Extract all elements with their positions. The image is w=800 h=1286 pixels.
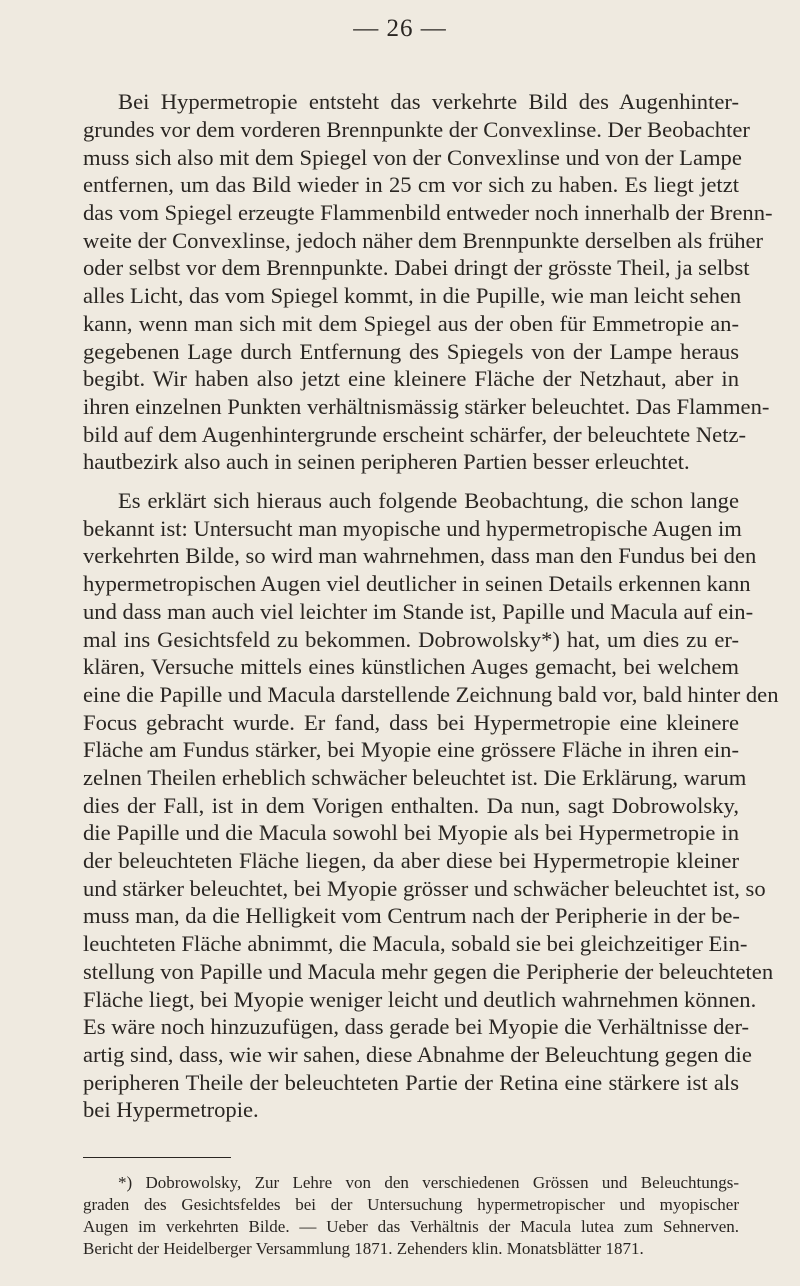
text-line: Es erklärt sich hieraus auch folgende Beobachtung, die schon lange — [118, 488, 739, 513]
footnote-divider — [83, 1157, 231, 1158]
text-line: gegebenen Lage durch Entfernung des Spiegels von der Lampe heraus — [83, 339, 739, 364]
text-line: leuchteten Fläche abnimmt, die Macula, sobald sie bei gleichzeitiger Ein- — [83, 931, 748, 956]
text-line: ihren einzelnen Punkten verhältnismässig stärker beleuchtet. Das Flammen- — [83, 394, 770, 419]
text-line: grundes vor dem vorderen Brennpunkte der Convexlinse. Der Beobachter — [83, 117, 750, 142]
text-line: Focus gebracht wurde. Er fand, dass bei Hypermetropie eine kleinere — [83, 710, 739, 735]
text-line: kann, wenn man sich mit dem Spiegel aus der oben für Emmetropie an- — [83, 311, 739, 336]
text-line: Fläche am Fundus stärker, bei Myopie eine grössere Fläche in ihren ein- — [83, 737, 739, 762]
text-line: hautbezirk also auch in seinen peripheren Partien besser erleuchtet. — [83, 449, 690, 474]
text-line: und dass man auch viel leichter im Stande ist, Papille und Macula auf ein- — [83, 599, 754, 624]
text-line: artig sind, dass, wie wir sahen, diese Abnahme der Beleuchtung gegen die — [83, 1042, 752, 1067]
text-line: zelnen Theilen erheblich schwächer beleuchtet ist. Die Erklärung, warum — [83, 765, 747, 790]
text-line: begibt. Wir haben also jetzt eine kleinere Fläche der Netzhaut, aber in — [83, 366, 739, 391]
text-line: muss sich also mit dem Spiegel von der Convexlinse und von der Lampe — [83, 145, 742, 170]
text-line: oder selbst vor dem Brennpunkte. Dabei dringt der grösste Theil, ja selbst — [83, 255, 750, 280]
text-line: die Papille und die Macula sowohl bei Myopie als bei Hypermetropie in — [83, 820, 739, 845]
text-line: weite der Convexlinse, jedoch näher dem Brennpunkte derselben als früher — [83, 228, 764, 253]
text-line: Es wäre noch hinzuzufügen, dass gerade bei Myopie die Verhältnisse der- — [83, 1014, 750, 1039]
text-line: mal ins Gesichtsfeld zu bekommen. Dobrowolsky*) hat, um dies zu er- — [83, 627, 739, 652]
text-line: bekannt ist: Untersucht man myopische und hypermetropische Augen im — [83, 516, 742, 541]
text-line: Fläche liegt, bei Myopie weniger leicht und deutlich wahrnehmen können. — [83, 987, 757, 1012]
text-line: dies der Fall, ist in dem Vorigen enthalten. Da nun, sagt Dobrowolsky, — [83, 793, 739, 818]
page-number: — 26 — — [353, 15, 447, 42]
text-line: peripheren Theile der beleuchteten Partie der Retina eine stärkere ist als — [83, 1070, 739, 1095]
text-line: stellung von Papille und Macula mehr gegen die Peripherie der beleuchteten — [83, 959, 774, 984]
text-line: bild auf dem Augenhintergrunde erscheint schärfer, der beleuchtete Netz- — [83, 422, 747, 447]
text-line: und stärker beleuchtet, bei Myopie grösser und schwächer beleuchtet ist, so — [83, 876, 766, 901]
text-line: verkehrten Bilde, so wird man wahrnehmen, dass man den Fundus bei den — [83, 543, 757, 568]
footnote-line: Bericht der Heidelberger Versammlung 1871. Zehenders klin. Monatsblätter 1871. — [83, 1239, 644, 1258]
text-line: hypermetropischen Augen viel deutlicher in seinen Details erkennen kann — [83, 571, 751, 596]
footnote-line: graden des Gesichtsfeldes bei der Untersuchung hypermetropischer und myopischer — [83, 1195, 739, 1214]
text-line: muss man, da die Helligkeit vom Centrum nach der Peripherie in der be- — [83, 903, 740, 928]
text-line: entfernen, um das Bild wieder in 25 cm vor sich zu haben. Es liegt jetzt — [83, 172, 739, 197]
text-line: eine die Papille und Macula darstellende Zeichnung bald vor, bald hinter den — [83, 682, 779, 707]
text-line: der beleuchteten Fläche liegen, da aber diese bei Hypermetropie kleiner — [83, 848, 739, 873]
text-line: klären, Versuche mittels eines künstlichen Auges gemacht, bei welchem — [83, 654, 739, 679]
text-line: bei Hypermetropie. — [83, 1097, 259, 1122]
text-line: Bei Hypermetropie entsteht das verkehrte Bild des Augenhinter- — [118, 89, 739, 114]
text-line: das vom Spiegel erzeugte Flammenbild entweder noch innerhalb der Brenn- — [83, 200, 773, 225]
footnote-line: Augen im verkehrten Bilde. — Ueber das Verhältnis der Macula lutea zum Sehnerven. — [83, 1217, 739, 1236]
footnote-line: *) Dobrowolsky, Zur Lehre von den verschiedenen Grössen und Beleuchtungs- — [118, 1173, 739, 1192]
text-line: alles Licht, das vom Spiegel kommt, in die Pupille, wie man leicht sehen — [83, 283, 742, 308]
